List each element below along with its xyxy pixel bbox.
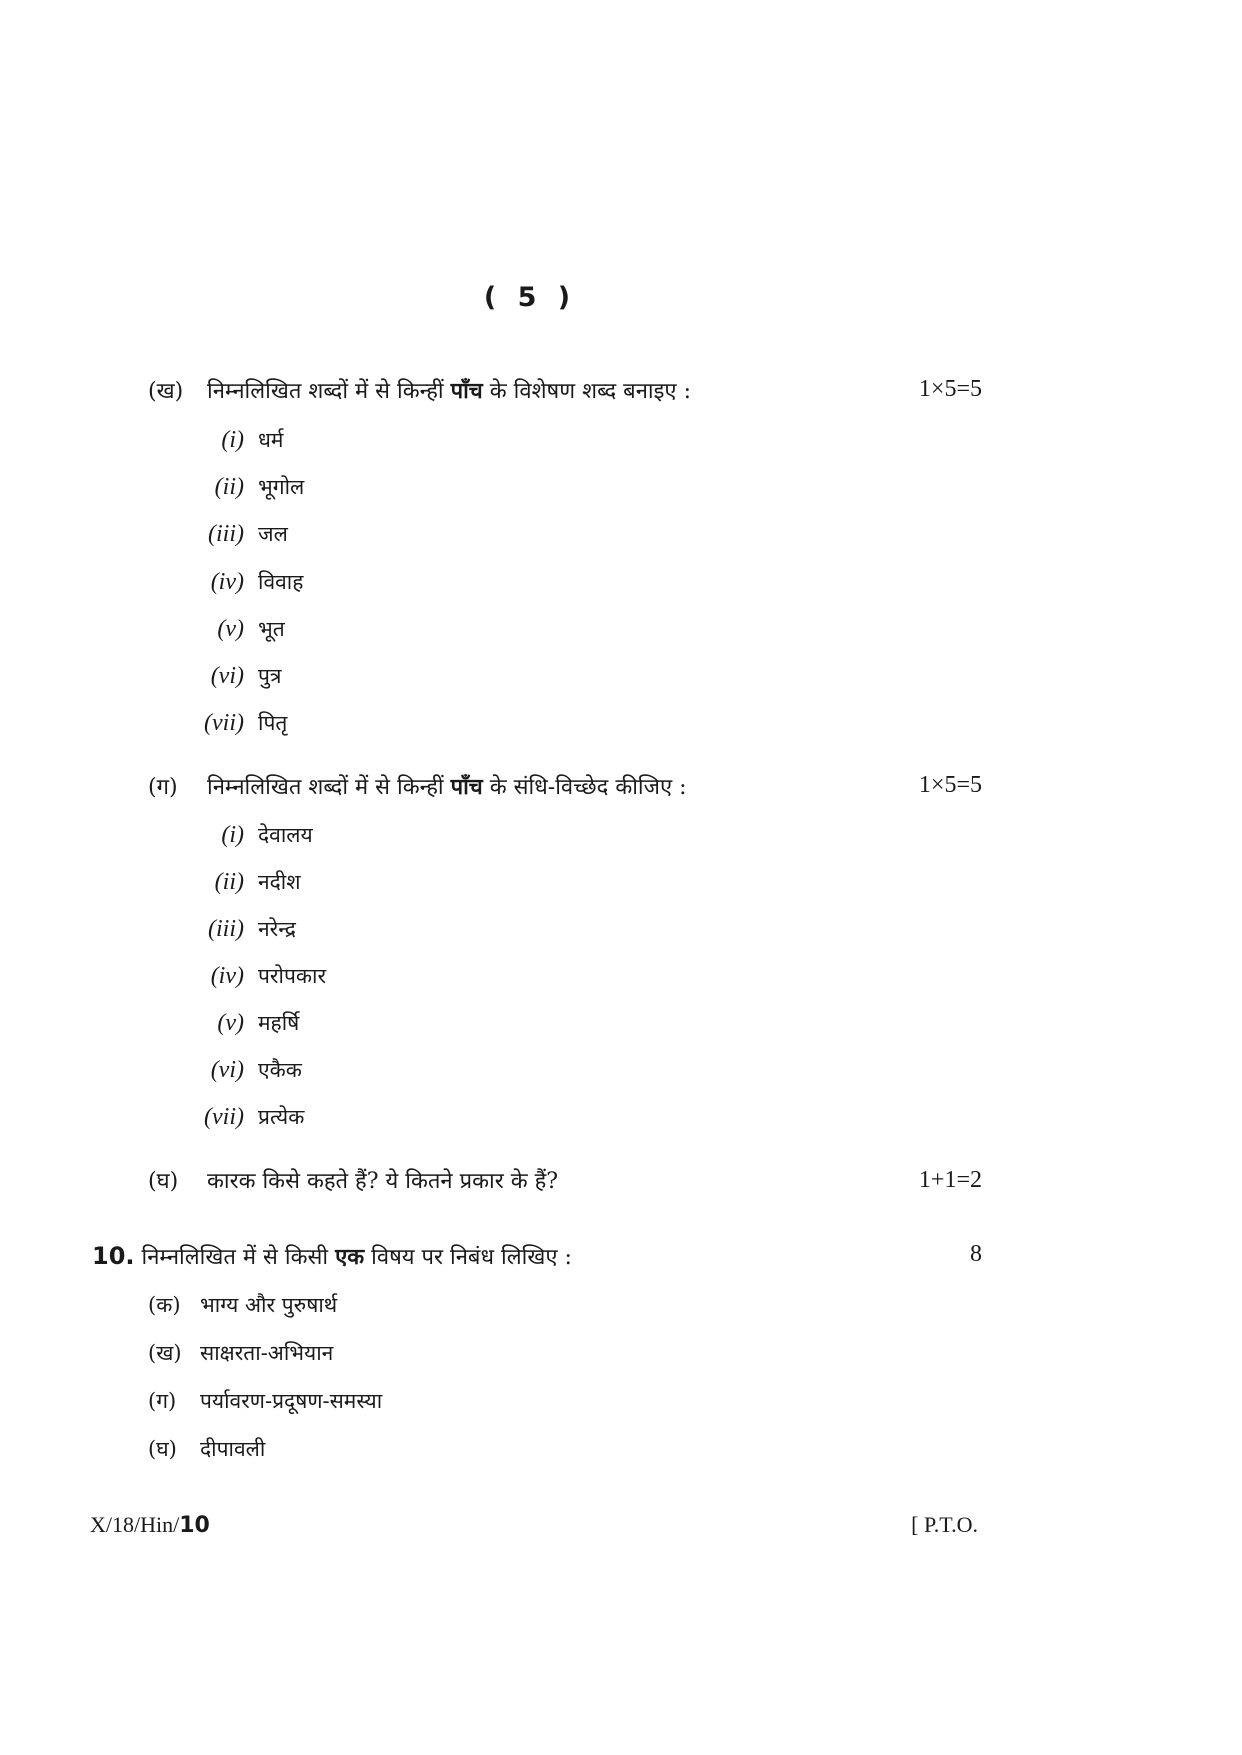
question-number: 10. <box>92 1242 135 1270</box>
question-text-end: के संधि-विच्छेद कीजिए : <box>489 775 687 800</box>
list-item: (i) धर्म <box>221 427 284 453</box>
marks-10: 8 <box>970 1241 982 1267</box>
list-item: (iv) विवाह <box>210 569 304 595</box>
essay-option: (घ) दीपावली <box>148 1437 266 1461</box>
list-item: (ii) नदीश <box>214 869 301 895</box>
question-emphasis: पाँच <box>450 774 483 800</box>
list-item: (iii) जल <box>208 521 288 547</box>
list-item: (vi) पुत्र <box>210 663 282 689</box>
question-emphasis: पाँच <box>450 378 483 404</box>
marks-9-kha: 1×5=5 <box>918 376 982 402</box>
list-item: (v) महर्षि <box>217 1010 300 1036</box>
sub-question-label: (ग) <box>148 775 178 800</box>
question-text: निम्नलिखित में से किसी <box>141 1245 329 1270</box>
question-emphasis: एक <box>335 1244 365 1270</box>
sub-question-label: (ख) <box>148 379 184 404</box>
question-text-end: विषय पर निबंध लिखिए : <box>371 1245 572 1270</box>
please-turn-over: [ P.T.O. <box>911 1512 978 1537</box>
list-item: (i) देवालय <box>221 822 313 848</box>
question-9-kha <box>148 376 691 407</box>
list-item: (vii) प्रत्येक <box>204 1104 305 1130</box>
list-item: (v) भूत <box>217 616 285 642</box>
essay-option: (ख) साक्षरता-अभियान <box>148 1341 334 1365</box>
essay-option: (ग) पर्यावरण-प्रदूषण-समस्या <box>148 1389 383 1413</box>
essay-option: (क) भाग्य और पुरुषार्थ <box>148 1293 338 1317</box>
question-10 <box>92 1241 572 1273</box>
question-9-gha <box>148 1167 558 1197</box>
paper-code: X/18/Hin/10 <box>90 1512 210 1538</box>
question-text: निम्नलिखित शब्दों में से किन्हीं <box>207 775 444 800</box>
marks-9-gha: 1+1=2 <box>918 1167 982 1193</box>
question-text-end: के विशेषण शब्द बनाइए : <box>489 379 691 404</box>
list-item: (iii) नरेन्द्र <box>208 916 296 942</box>
question-9-ga <box>148 772 687 803</box>
list-item: (vi) एकैक <box>210 1057 302 1083</box>
page-number: ( 5 ) <box>483 282 577 313</box>
list-item: (vii) पितृ <box>204 710 288 736</box>
sub-question-label: (घ) <box>148 1169 179 1194</box>
question-text: निम्नलिखित शब्दों में से किन्हीं <box>207 379 444 404</box>
question-text: कारक किसे कहते हैं? ये कितने प्रकार के हैं? <box>207 1169 559 1194</box>
marks-9-ga: 1×5=5 <box>918 772 982 798</box>
list-item: (iv) परोपकार <box>210 963 327 989</box>
list-item: (ii) भूगोल <box>214 474 305 500</box>
